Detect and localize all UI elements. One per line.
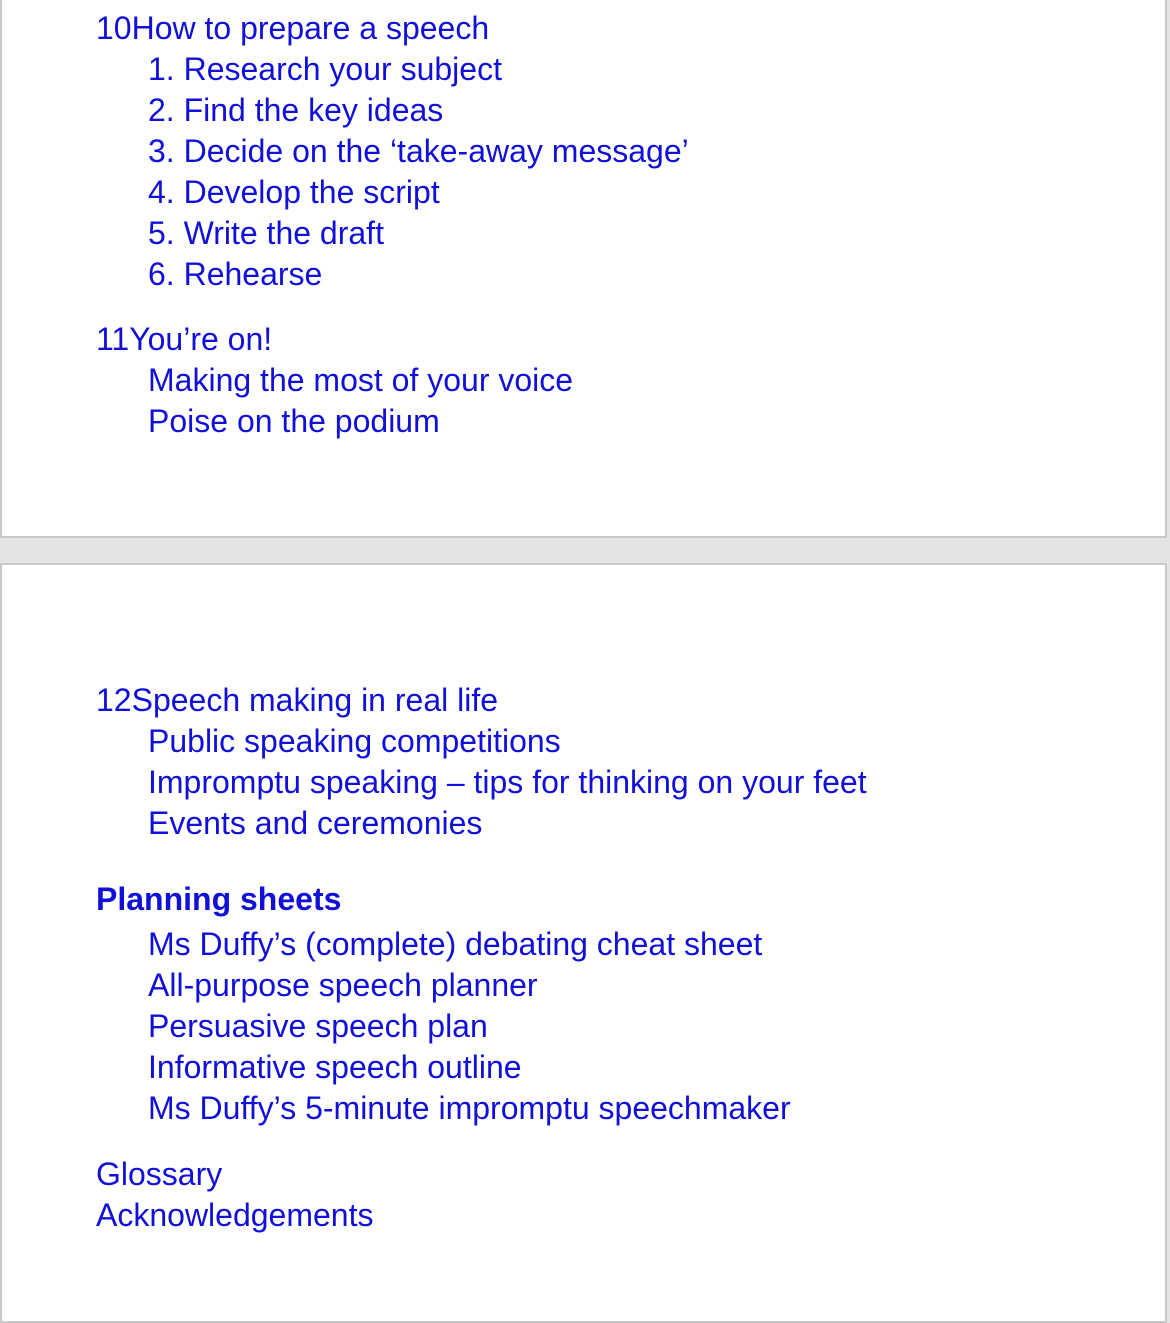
toc-heading-11[interactable] (96, 319, 272, 360)
document-page-2 (0, 563, 1167, 1323)
toc-item[interactable]: 1. Research your subject (148, 51, 502, 87)
section-number: 11 (96, 321, 130, 357)
toc-item[interactable]: 6. Rehearse (148, 256, 323, 292)
section-title: You’re on! (129, 321, 273, 357)
toc-item[interactable]: All-purpose speech planner (148, 967, 538, 1003)
toc-item[interactable]: Persuasive speech plan (148, 1008, 488, 1044)
toc-item[interactable]: Poise on the podium (148, 403, 440, 439)
acknowledgements-link[interactable]: Acknowledgements (96, 1197, 374, 1233)
section-title: Speech making in real life (131, 682, 499, 718)
section-title: How to prepare a speech (131, 10, 490, 46)
toc-item[interactable]: Events and ceremonies (148, 805, 483, 841)
section-number: 10 (96, 10, 132, 46)
toc-item[interactable]: Informative speech outline (148, 1049, 522, 1085)
toc-heading-12[interactable] (96, 680, 498, 721)
toc-item[interactable]: 4. Develop the script (148, 174, 440, 210)
section-number: 12 (96, 682, 132, 718)
document-page-1 (0, 0, 1167, 538)
toc-item[interactable]: Making the most of your voice (148, 362, 574, 398)
toc-item[interactable]: 5. Write the draft (148, 215, 384, 251)
toc-item[interactable]: Impromptu speaking – tips for thinking on your feet (148, 764, 867, 800)
toc-item[interactable]: 2. Find the key ideas (148, 92, 444, 128)
glossary-link[interactable]: Glossary (96, 1156, 223, 1192)
toc-heading-10[interactable] (96, 8, 489, 49)
toc-item[interactable]: Ms Duffy’s 5-minute impromptu speechmaker (148, 1090, 791, 1126)
toc-item[interactable]: Ms Duffy’s (complete) debating cheat sheet (148, 926, 763, 962)
toc-item[interactable]: 3. Decide on the ‘take-away message’ (148, 133, 689, 169)
toc-item[interactable]: Public speaking competitions (148, 723, 561, 759)
planning-sheets-heading[interactable]: Planning sheets (96, 881, 342, 917)
